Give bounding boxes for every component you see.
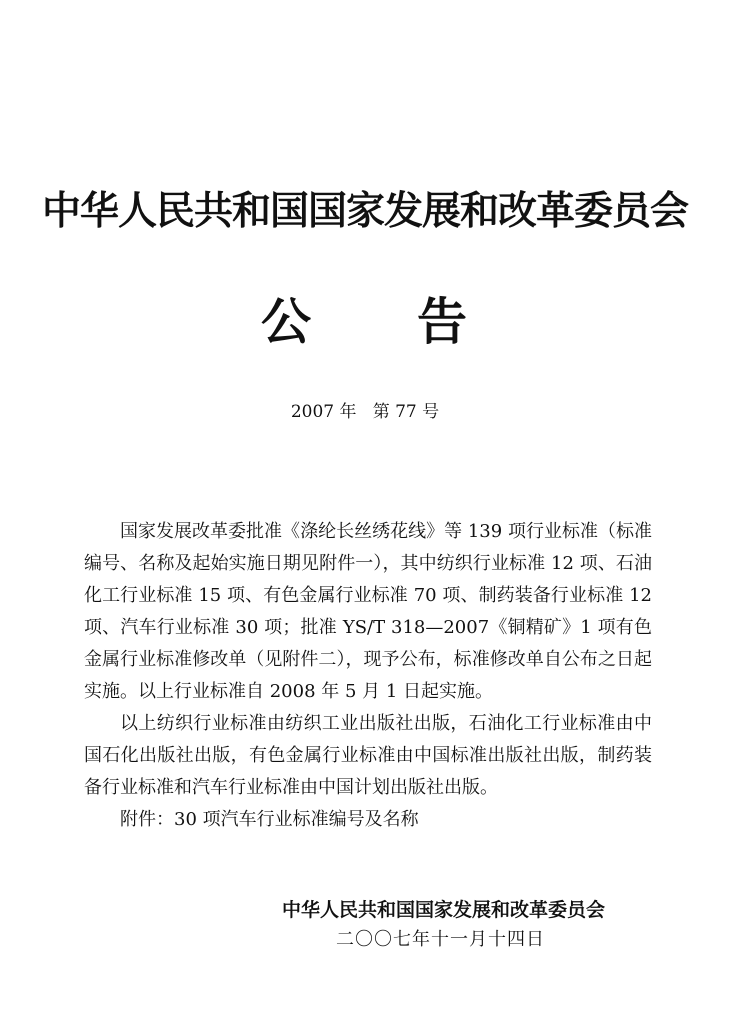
issuer-title: 中华人民共和国国家发展和改革委员会 bbox=[41, 189, 688, 234]
signature-date: 二〇〇七年十一月十四日 bbox=[336, 929, 545, 950]
body-paragraph-publishers: 以上纺织行业标准由纺织工业出版社出版，石油化工行业标准由中国石化出版社出版，有色金属行业标准由中国标准出版社出版，制药装备行业标准和汽车行业标准由中国计划出版社出版。 bbox=[84, 713, 652, 798]
announcement-body bbox=[84, 516, 652, 836]
body-paragraph-approval: 国家发展改革委批准《涤纶长丝绣花线》等 139 项行业标准（标准编号、名称及起始实施日期见附件一），其中纺织行业标准 12 项、石油化工行业标准 15 项、有色金属行业标准 70 项、制药装备行业标准 12 项、汽车行业标准 30 项；批准 YS/T 318—2007《铜精矿》1 项有色金属行业标准修改单（见附件二），现予公布，标准修改单自公布之日起实施。以上行业标准自 2008 年 5 月 1 日起实施。 bbox=[84, 521, 652, 702]
document-number: 2007 年 第 77 号 bbox=[290, 402, 440, 422]
document-type-char-2: 告 bbox=[417, 293, 469, 351]
body-paragraph-attachment: 附件：30 项汽车行业标准编号及名称 bbox=[120, 809, 419, 830]
document-type-heading bbox=[0, 292, 730, 352]
document-type-char-1: 公 bbox=[261, 293, 313, 351]
signatory: 中华人民共和国国家发展和改革委员会 bbox=[282, 899, 606, 921]
